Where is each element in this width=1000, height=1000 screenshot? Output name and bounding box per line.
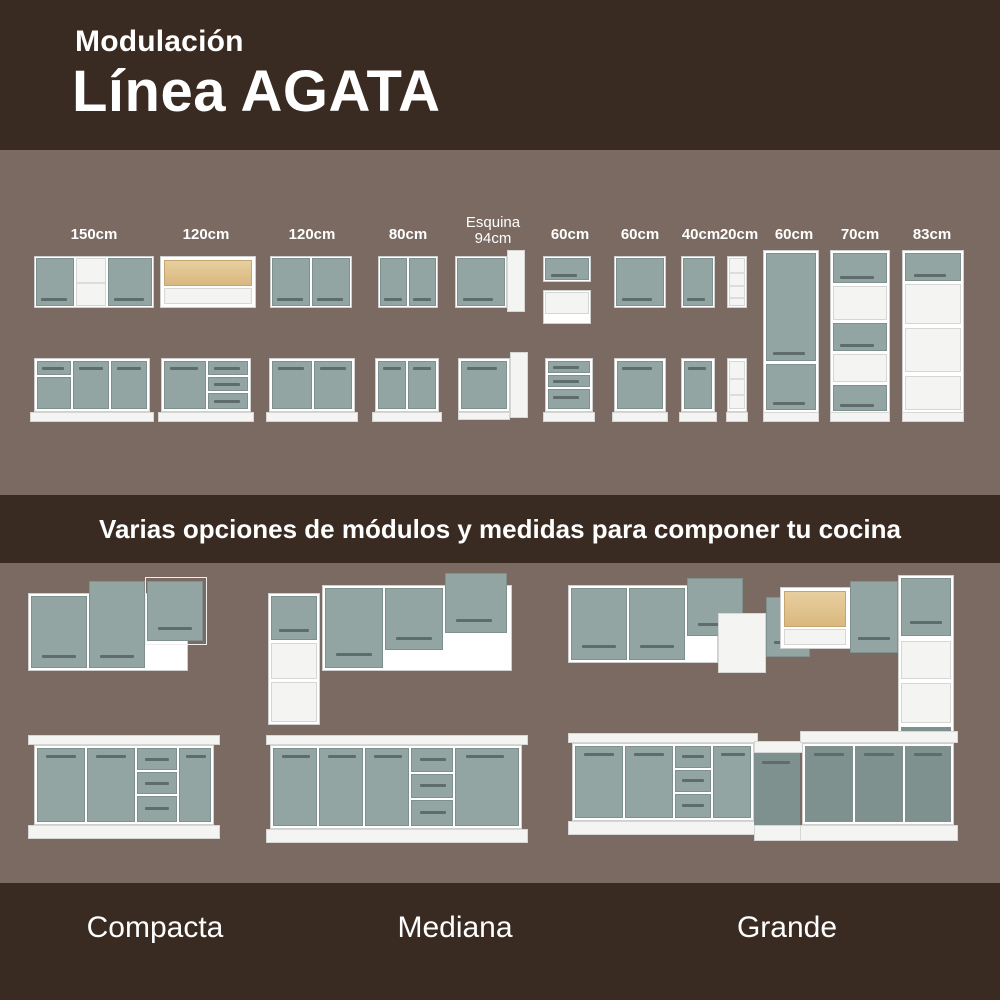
module-label-40: 40cm [681, 226, 721, 243]
cabinet-handle [553, 396, 579, 399]
cabinet-handle [773, 352, 805, 355]
countertop [28, 735, 220, 745]
cabinet-door [271, 596, 317, 640]
cabinet-open-shelf [729, 361, 745, 409]
cabinet-door [273, 748, 317, 826]
module-upper-40 [681, 256, 715, 308]
cabinet-handle [41, 298, 67, 301]
cabinet-handle [384, 298, 402, 301]
module-label-20: 20cm [719, 226, 759, 243]
cabinet-door [905, 746, 951, 822]
cabinet-handle [814, 753, 844, 756]
module-tall-60 [763, 250, 819, 422]
module-label-120a: 120cm [182, 226, 230, 243]
wood-panel [784, 591, 846, 627]
cabinet-plinth [679, 412, 717, 422]
cabinet-handle [336, 653, 372, 656]
header-subtitle: Modulación [75, 25, 244, 58]
cabinet-door [713, 746, 751, 818]
kitchen-grande [560, 573, 970, 873]
module-base-20 [726, 358, 748, 422]
cabinet-niche [905, 284, 961, 324]
module-label-150: 150cm [70, 226, 118, 243]
cabinet-door [805, 746, 853, 822]
cabinet-handle [721, 753, 745, 756]
cabinet-handle [682, 779, 704, 782]
module-base-40 [679, 358, 717, 422]
cabinet-door [833, 385, 887, 411]
cabinet-plinth [266, 829, 528, 843]
cabinet-niche [271, 682, 317, 722]
cabinet-handle [317, 298, 343, 301]
cabinet-door [625, 746, 673, 818]
cabinet-door [901, 578, 951, 636]
cabinet-door [179, 748, 211, 822]
cabinet-handle [100, 655, 134, 658]
module-label-esquina-line1: Esquina [465, 214, 521, 231]
cabinet-handle [682, 755, 704, 758]
cabinet-body [145, 577, 207, 645]
modules-band [0, 150, 1000, 495]
cabinet-side-panel [510, 352, 528, 418]
cabinet-plinth [158, 412, 254, 422]
cabinet-handle [420, 784, 446, 787]
cabinet-handle [214, 383, 240, 386]
cabinet-plinth [30, 412, 154, 422]
countertop [754, 741, 804, 753]
module-base-120b [266, 358, 358, 422]
cabinet-open-shelf [784, 629, 846, 645]
cabinet-door [575, 746, 623, 818]
kitchens-band [0, 563, 1000, 883]
cabinet-door [571, 588, 627, 660]
cabinet-handle [277, 298, 303, 301]
cabinet-plinth [726, 412, 748, 422]
cabinet-handle [96, 755, 126, 758]
module-label-60b: 60cm [620, 226, 660, 243]
cabinet-door [445, 573, 507, 633]
wood-panel [164, 260, 252, 286]
cabinet-handle [467, 367, 497, 370]
cabinet-door [365, 748, 409, 826]
module-upper-120 [270, 256, 352, 308]
module-base-60-drawers [543, 358, 595, 422]
cabinet-door [385, 588, 443, 650]
cabinet-door [87, 748, 135, 822]
cabinet-door [850, 581, 898, 653]
slogan-text: Varias opciones de módulos y medidas para componer tu cocina [99, 513, 901, 544]
module-upper-60 [614, 256, 666, 308]
cabinet-niche [901, 683, 951, 723]
cabinet-handle [145, 782, 169, 785]
kitchen-mediana [268, 577, 538, 867]
cabinet-door [629, 588, 685, 660]
cabinet-handle [413, 298, 431, 301]
cabinet-handle [420, 811, 446, 814]
cabinet-handle [282, 755, 310, 758]
shelf-line [729, 297, 745, 299]
module-label-60a: 60cm [550, 226, 590, 243]
cabinet-drawer [548, 389, 590, 409]
cabinet-niche [905, 376, 961, 410]
module-label-120b: 120cm [288, 226, 336, 243]
module-base-150 [30, 358, 154, 422]
kitchen-compacta [28, 583, 238, 863]
cabinet-base [763, 412, 819, 422]
module-base-120a [158, 358, 254, 422]
cabinet-handle [582, 645, 616, 648]
cabinet-handle [864, 753, 894, 756]
header [0, 0, 1000, 150]
module-label-80: 80cm [388, 226, 428, 243]
cabinet-side-panel [507, 250, 525, 312]
cabinet-handle [551, 274, 577, 277]
cabinet-plinth [266, 412, 358, 422]
cabinet-handle [840, 344, 874, 347]
cabinet-handle [413, 367, 431, 370]
cabinet-plinth [568, 821, 758, 835]
cabinet-handle [117, 367, 141, 370]
cabinet-plinth [754, 825, 804, 841]
cabinet-corner-panel [718, 613, 766, 673]
module-upper-120-wood [160, 256, 256, 308]
cabinet-base [902, 412, 964, 422]
cabinet-door [766, 253, 816, 361]
cabinet-plinth [543, 412, 595, 422]
cabinet-handle [914, 274, 946, 277]
cabinet-niche [905, 328, 961, 372]
module-upper-80 [378, 256, 438, 308]
module-base-esquina [458, 352, 530, 422]
cabinet-door [37, 377, 71, 409]
countertop [568, 733, 758, 743]
cabinet-door [325, 588, 383, 668]
cabinet-handle [640, 645, 674, 648]
cabinet-handle [214, 367, 240, 370]
cabinet-handle [687, 298, 705, 301]
module-label-esquina-line2: 94cm [474, 230, 512, 247]
countertop [800, 731, 958, 743]
cabinet-niche [901, 641, 951, 679]
cabinet-handle [186, 755, 206, 758]
cabinet-door [319, 748, 363, 826]
cabinet-handle [773, 402, 805, 405]
cabinet-handle [584, 753, 614, 756]
cabinet-handle [634, 753, 664, 756]
cabinet-handle [114, 298, 144, 301]
cabinet-handle [910, 621, 942, 624]
cabinet-niche [271, 643, 317, 679]
cabinet-handle [46, 755, 76, 758]
cabinet-door [455, 748, 519, 826]
cabinet-plinth [458, 412, 510, 420]
cabinet-base [830, 412, 890, 422]
cabinet-niche [833, 354, 887, 382]
module-tall-70 [830, 250, 890, 422]
countertop [266, 735, 528, 745]
shelf-line [77, 282, 105, 284]
module-tall-83 [902, 250, 964, 422]
cabinet-open-shelf [545, 292, 589, 314]
cabinet-handle [456, 619, 492, 622]
cabinet-handle [688, 367, 706, 370]
module-upper-20 [727, 256, 747, 308]
cabinet-handle [858, 637, 890, 640]
shelf-line [729, 272, 745, 274]
cabinet-handle [840, 404, 874, 407]
cabinet-open-shelf [164, 288, 252, 304]
cabinet-handle [840, 276, 874, 279]
shelf-line [729, 285, 745, 287]
cabinet-handle [170, 367, 198, 370]
cabinet-handle [79, 367, 103, 370]
cabinet-handle [383, 367, 401, 370]
cabinet-handle [145, 807, 169, 810]
cabinet-handle [762, 761, 790, 764]
cabinet-door [855, 746, 903, 822]
cabinet-plinth [372, 412, 442, 422]
module-upper-60-open [543, 256, 591, 324]
cabinet-handle [463, 298, 493, 301]
cabinet-handle [42, 655, 76, 658]
cabinet-niche [833, 286, 887, 320]
kitchen-label-mediana: Mediana [397, 911, 513, 944]
module-label-83: 83cm [912, 226, 952, 243]
footer [0, 883, 1000, 1000]
cabinet-handle [328, 755, 356, 758]
module-base-60 [612, 358, 668, 422]
cabinet-handle [278, 367, 304, 370]
cabinet-handle [320, 367, 346, 370]
cabinet-handle [466, 755, 504, 758]
cabinet-handle [622, 367, 652, 370]
cabinet-handle [622, 298, 652, 301]
cabinet-handle [553, 380, 579, 383]
cabinet-handle [214, 400, 240, 403]
cabinet-handle [396, 637, 432, 640]
cabinet-handle [914, 753, 942, 756]
shelf-line [729, 378, 745, 380]
cabinet-plinth [800, 825, 958, 841]
module-label-60c: 60cm [774, 226, 814, 243]
kitchen-label-grande: Grande [736, 911, 838, 944]
cabinet-plinth [612, 412, 668, 422]
module-upper-esquina [455, 250, 527, 312]
page-title: Línea AGATA [72, 59, 441, 124]
cabinet-handle [374, 755, 402, 758]
module-base-80 [372, 358, 442, 422]
kitchen-label-compacta: Compacta [86, 911, 224, 944]
shelf-line [729, 394, 745, 396]
cabinet-handle [145, 758, 169, 761]
cabinet-door [37, 748, 85, 822]
cabinet-handle [553, 366, 579, 369]
cabinet-plinth [28, 825, 220, 839]
cabinet-handle [279, 629, 309, 632]
slogan-band [0, 495, 1000, 563]
cabinet-handle [42, 367, 64, 370]
module-upper-150 [34, 256, 154, 308]
cabinet-handle [420, 758, 446, 761]
cabinet-handle [682, 804, 704, 807]
module-label-70: 70cm [840, 226, 880, 243]
